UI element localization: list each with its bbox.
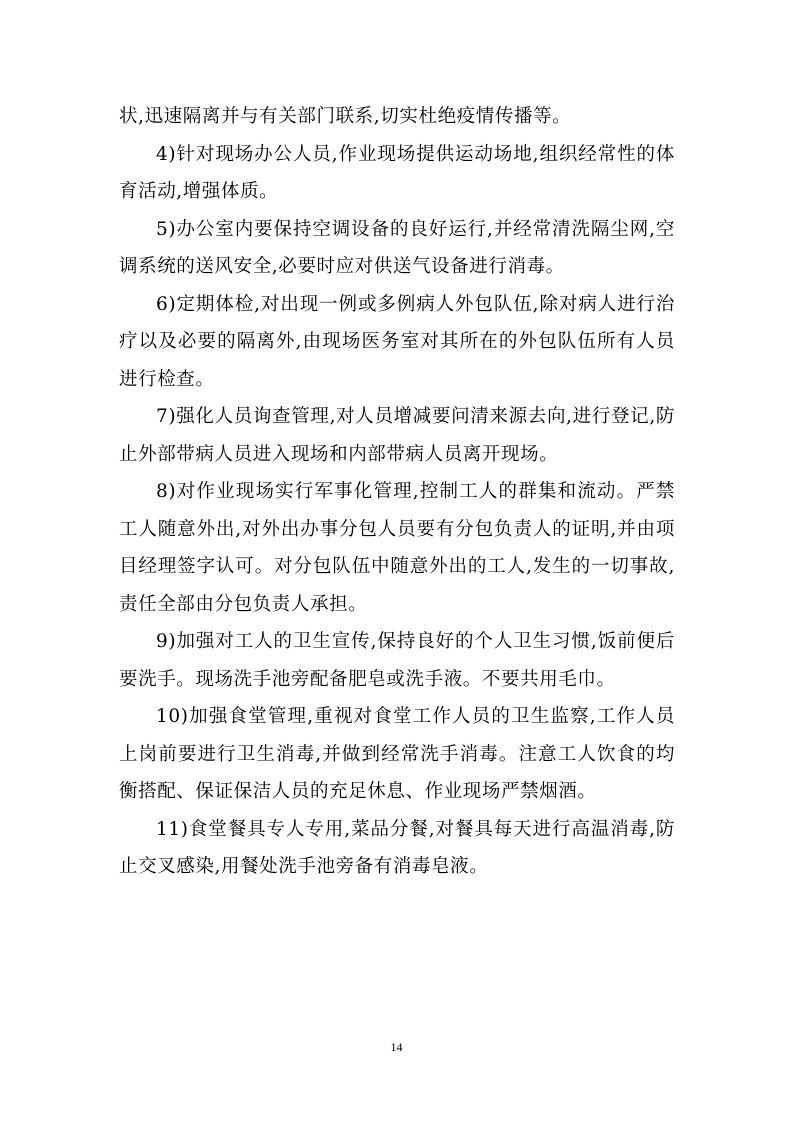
paragraph-continuation: 状,迅速隔离并与有关部门联系,切实杜绝疫情传播等。 xyxy=(119,106,572,127)
paragraph-item-7: 7)强化人员询查管理,对人员增减要问清来源去向,进行登记,防止外部带病人员进入现场和内部带病人员离开现场。 xyxy=(119,406,675,465)
paragraph-item-9: 9)加强对工人的卫生宣传,保持良好的个人卫生习惯,饭前便后要洗手。现场洗手池旁配备肥皂或洗手液。不要共用毛巾。 xyxy=(119,631,675,690)
paragraph-item-5: 5)办公室内要保持空调设备的良好运行,并经常清洗隔尘网,空调系统的送风安全,必要时应对供送气设备进行消毒。 xyxy=(119,218,675,277)
paragraph-item-8: 8)对作业现场实行军事化管理,控制工人的群集和流动。严禁工人随意外出,对外出办事分包人员要有分包负责人的证明,并由项目经理签字认可。对分包队伍中随意外出的工人,发生的一切事故,责任全部由分包负责人承担。 xyxy=(119,481,675,615)
paragraph-item-6: 6)定期体检,对出现一例或多例病人外包队伍,除对病人进行治疗以及必要的隔离外,由现场医务室对其所在的外包队伍所有人员进行检查。 xyxy=(119,293,675,390)
paragraph-item-11: 11)食堂餐具专人专用,菜品分餐,对餐具每天进行高温消毒,防止交叉感染,用餐处洗手池旁备有消毒皂液。 xyxy=(119,818,675,877)
paragraph-item-10: 10)加强食堂管理,重视对食堂工作人员的卫生监察,工作人员上岗前要进行卫生消毒,并做到经常洗手消毒。注意工人饮食的均衡搭配、保证保洁人员的充足休息、作业现场严禁烟酒。 xyxy=(119,706,675,802)
page-number: 14 xyxy=(390,1040,403,1054)
paragraph-item-4: 4)针对现场办公人员,作业现场提供运动场地,组织经常性的体育活动,增强体质。 xyxy=(119,143,675,202)
document-body xyxy=(119,98,675,886)
